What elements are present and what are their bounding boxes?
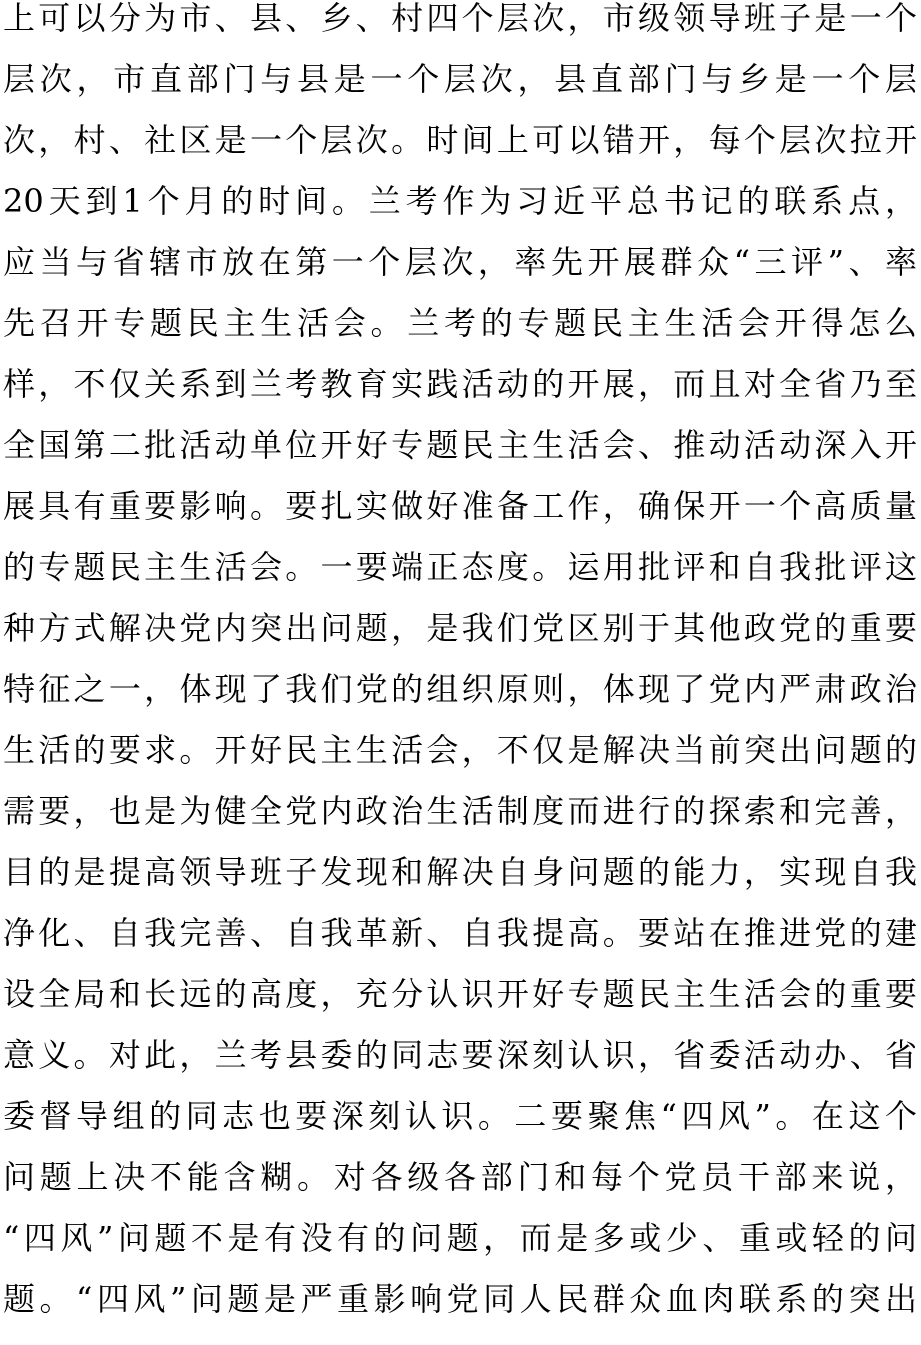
text-line: 上可以分为市、县、乡、村四个层次，市级领导班子是一个 xyxy=(3,0,917,37)
text-line: 题。“四风”问题是严重影响党同人民群众血肉联系的突出 xyxy=(3,1280,917,1318)
text-line: 的专题民主生活会。一要端正态度。运用批评和自我批评这 xyxy=(3,548,917,586)
text-line: 展具有重要影响。要扎实做好准备工作，确保开一个高质量 xyxy=(3,487,917,525)
text-line: 应当与省辖市放在第一个层次，率先开展群众“三评”、率 xyxy=(3,243,917,281)
text-line: 层次，市直部门与县是一个层次，县直部门与乡是一个层 xyxy=(3,60,917,98)
text-line: 生活的要求。开好民主生活会，不仅是解决当前突出问题的 xyxy=(3,731,917,769)
text-line: 设全局和长远的高度，充分认识开好专题民主生活会的重要 xyxy=(3,975,917,1013)
text-line: 问题上决不能含糊。对各级各部门和每个党员干部来说， xyxy=(3,1158,917,1196)
text-line: 次，村、社区是一个层次。时间上可以错开，每个层次拉开 xyxy=(3,121,917,159)
text-line: “四风”问题不是有没有的问题，而是多或少、重或轻的问 xyxy=(3,1219,917,1257)
text-line: 全国第二批活动单位开好专题民主生活会、推动活动深入开 xyxy=(3,426,917,464)
text-line: 净化、自我完善、自我革新、自我提高。要站在推进党的建 xyxy=(3,914,917,952)
text-line: 意义。对此，兰考县委的同志要深刻认识，省委活动办、省 xyxy=(3,1036,917,1074)
text-line: 需要，也是为健全党内政治生活制度而进行的探索和完善， xyxy=(3,792,917,830)
text-line: 特征之一，体现了我们党的组织原则，体现了党内严肃政治 xyxy=(3,670,917,708)
text-line: 20天到1个月的时间。兰考作为习近平总书记的联系点， xyxy=(3,182,917,220)
text-line: 种方式解决党内突出问题，是我们党区别于其他政党的重要 xyxy=(3,609,917,647)
text-line: 先召开专题民主生活会。兰考的专题民主生活会开得怎么 xyxy=(3,304,917,342)
text-line: 样，不仅关系到兰考教育实践活动的开展，而且对全省乃至 xyxy=(3,365,917,403)
text-line: 委督导组的同志也要深刻认识。二要聚焦“四风”。在这个 xyxy=(3,1097,917,1135)
text-line: 目的是提高领导班子发现和解决自身问题的能力，实现自我 xyxy=(3,853,917,891)
